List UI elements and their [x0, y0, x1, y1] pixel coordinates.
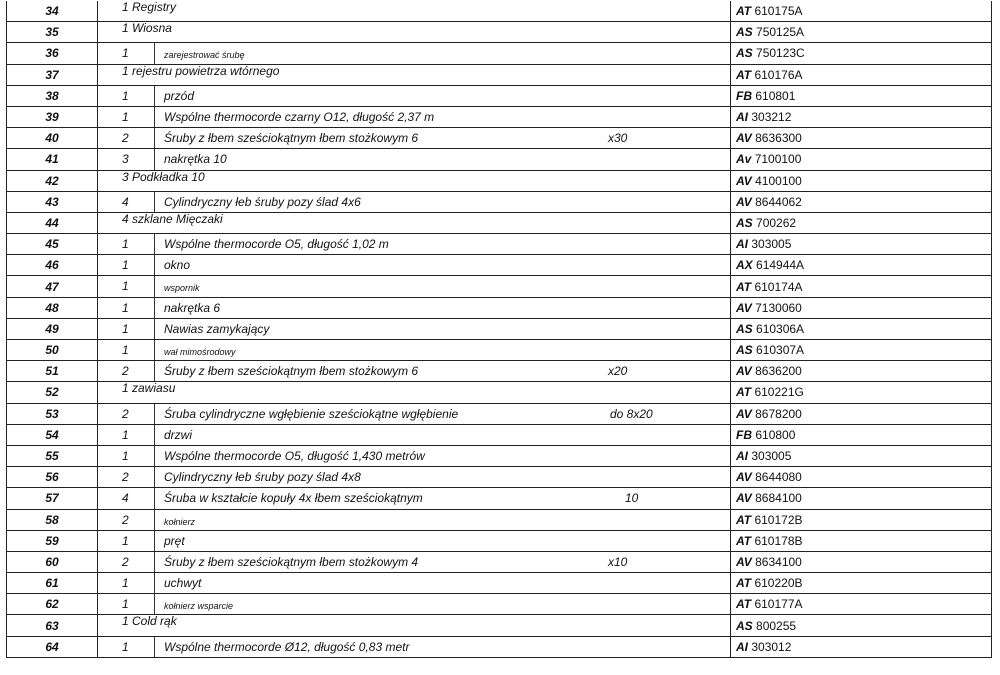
row-number: 51: [7, 361, 98, 382]
part-code-prefix: FB: [736, 88, 752, 103]
part-code-prefix: AT: [736, 512, 752, 527]
table-row: [7, 509, 992, 530]
part-code: [731, 297, 992, 318]
table-row: [7, 594, 992, 615]
row-number: 57: [7, 488, 98, 509]
group-label: 3 Podkładka 10: [122, 170, 205, 184]
part-code-prefix: FB: [736, 427, 752, 442]
part-code-number: 610177A: [754, 597, 803, 612]
table-row: [7, 149, 992, 170]
group-label: 1 Cold rąk: [122, 614, 177, 629]
part-code-number: 8634100: [755, 554, 802, 569]
part-description: wspornik: [164, 283, 200, 294]
quantity: 1: [122, 237, 129, 252]
part-code: [731, 615, 992, 636]
group-label: 1 zawiasu: [122, 381, 176, 396]
part-code-prefix: AV: [736, 470, 752, 485]
row-number: 34: [7, 1, 98, 22]
part-code-number: 614944A: [756, 258, 805, 273]
part-code-number: 8636200: [755, 364, 802, 379]
part-description: kołnierz wsparcie: [164, 601, 234, 612]
quantity: 2: [122, 512, 129, 527]
part-description: Śruby z łbem sześciokątnym łbem stożkowym 6: [164, 364, 419, 379]
part-dimension: x20: [608, 364, 628, 379]
table-row: [7, 255, 992, 276]
part-code: [731, 573, 992, 594]
table-row: [7, 340, 992, 361]
parts-table: [6, 1, 992, 658]
row-number: 37: [7, 64, 98, 85]
quantity: 2: [122, 131, 129, 146]
part-code-prefix: AS: [736, 343, 753, 358]
table-row: [7, 22, 992, 43]
part-code: [731, 128, 992, 149]
column-divider: [154, 531, 155, 552]
table-row: [7, 318, 992, 339]
part-description: nakrętka 6: [164, 300, 221, 315]
table-row: [7, 85, 992, 106]
column-divider: [154, 255, 155, 276]
quantity: 1: [122, 300, 129, 315]
part-code-prefix: AS: [736, 46, 753, 61]
part-code-prefix: AV: [736, 364, 752, 379]
quantity: 1: [122, 279, 129, 294]
part-description: Wspólne thermocorde O5, długość 1,02 m: [164, 237, 389, 252]
part-code: [731, 445, 992, 466]
description-cell: [98, 149, 731, 170]
description-cell: [98, 255, 731, 276]
part-description: drzwi: [164, 427, 193, 442]
part-code: [731, 509, 992, 530]
part-code: [731, 361, 992, 382]
part-code-prefix: AS: [736, 215, 753, 230]
quantity: 1: [122, 533, 129, 548]
group-label: 4 szklane Mięczaki: [122, 212, 223, 226]
part-code: [731, 85, 992, 106]
part-code-number: 303005: [751, 449, 792, 464]
part-description: Wspólne thermocorde Ø12, długość 0,83 metr: [164, 639, 410, 654]
table-row: [7, 297, 992, 318]
part-code: [731, 551, 992, 572]
part-code-number: 610800: [755, 427, 796, 442]
description-cell: [98, 170, 731, 191]
description-cell: [98, 361, 731, 382]
part-code: [731, 488, 992, 509]
part-code-number: 610175A: [754, 4, 803, 19]
part-code-number: 610176A: [754, 67, 803, 82]
part-code-prefix: AI: [736, 449, 748, 464]
part-code: [731, 276, 992, 297]
part-description: pręt: [164, 533, 185, 548]
part-code-prefix: AT: [736, 533, 752, 548]
column-divider: [154, 573, 155, 594]
table-row: [7, 361, 992, 382]
row-number: 52: [7, 382, 98, 403]
quantity: 1: [122, 639, 129, 654]
column-divider: [154, 488, 155, 509]
table-row: [7, 1, 992, 22]
part-description: nakrętka 10: [164, 152, 227, 167]
row-number: 36: [7, 43, 98, 64]
description-cell: [98, 636, 731, 657]
row-number: 63: [7, 615, 98, 636]
part-code-prefix: AV: [736, 131, 752, 146]
part-code-prefix: AV: [736, 406, 752, 421]
column-divider: [154, 234, 155, 255]
quantity: 1: [122, 258, 129, 273]
part-code-prefix: AT: [736, 385, 752, 400]
part-code: [731, 191, 992, 212]
table-row: [7, 424, 992, 445]
part-code-number: 8644080: [755, 470, 802, 485]
row-number: 44: [7, 212, 98, 233]
column-divider: [154, 340, 155, 361]
quantity: 1: [122, 576, 129, 591]
part-code-number: 610172B: [754, 512, 803, 527]
part-code-number: 7100100: [754, 152, 802, 167]
description-cell: [98, 551, 731, 572]
quantity: 3: [122, 152, 129, 167]
part-code: [731, 424, 992, 445]
part-code-prefix: AV: [736, 173, 752, 188]
part-code-number: 700262: [756, 215, 797, 230]
part-code: [731, 530, 992, 551]
row-number: 64: [7, 636, 98, 657]
part-code: [731, 43, 992, 64]
part-code-prefix: AV: [736, 491, 752, 506]
column-divider: [154, 149, 155, 170]
description-cell: [98, 212, 731, 233]
part-code-prefix: AT: [736, 279, 752, 294]
part-dimension: do 8x20: [610, 406, 653, 421]
part-description: przód: [164, 88, 195, 103]
part-code: [731, 64, 992, 85]
row-number: 53: [7, 403, 98, 424]
row-number: 38: [7, 85, 98, 106]
part-dimension: x30: [608, 131, 628, 146]
quantity: 2: [122, 554, 129, 569]
row-number: 56: [7, 467, 98, 488]
part-description: Śruba w kształcie kopuły 4x łbem sześciokątnym: [164, 491, 423, 506]
part-code-prefix: AV: [736, 300, 752, 315]
quantity: 1: [122, 321, 129, 336]
description-cell: [98, 22, 731, 43]
part-code: [731, 382, 992, 403]
description-cell: [98, 43, 731, 64]
part-code: [731, 467, 992, 488]
part-code-prefix: AT: [736, 576, 752, 591]
description-cell: [98, 467, 731, 488]
row-number: 41: [7, 149, 98, 170]
table-row: [7, 530, 992, 551]
parts-table-body: [7, 1, 992, 657]
description-cell: [98, 382, 731, 403]
description-cell: [98, 1, 731, 22]
part-code: [731, 234, 992, 255]
table-row: [7, 615, 992, 636]
quantity: 1: [122, 88, 129, 103]
part-code-prefix: AS: [736, 618, 753, 633]
quantity: 1: [122, 46, 129, 61]
part-code-number: 8636300: [755, 131, 802, 146]
row-number: 43: [7, 191, 98, 212]
column-divider: [154, 86, 155, 107]
part-description: Śruby z łbem sześciokątnym łbem stożkowym 6: [164, 131, 419, 146]
table-row: [7, 191, 992, 212]
row-number: 46: [7, 255, 98, 276]
part-code-prefix: AT: [736, 597, 752, 612]
row-number: 59: [7, 530, 98, 551]
quantity: 1: [122, 109, 129, 124]
quantity: 4: [122, 194, 129, 209]
quantity: 1: [122, 427, 129, 442]
description-cell: [98, 573, 731, 594]
part-code-number: 610307A: [756, 343, 805, 358]
row-number: 58: [7, 509, 98, 530]
description-cell: [98, 445, 731, 466]
part-description: Śruby z łbem sześciokątnym łbem stożkowym 4: [164, 554, 419, 569]
part-code-number: 7130060: [755, 300, 802, 315]
table-row: [7, 573, 992, 594]
row-number: 61: [7, 573, 98, 594]
table-row: [7, 488, 992, 509]
part-code-prefix: AT: [736, 4, 752, 19]
table-row: [7, 64, 992, 85]
part-description: kołnierz: [164, 516, 196, 527]
part-code-prefix: AV: [736, 194, 752, 209]
part-description: zarejestrować śrubę: [164, 50, 245, 61]
part-code-prefix: AS: [736, 25, 753, 40]
row-number: 55: [7, 445, 98, 466]
part-code-prefix: AV: [736, 554, 752, 569]
description-cell: [98, 297, 731, 318]
part-code-number: 303212: [751, 110, 792, 125]
row-number: 42: [7, 170, 98, 191]
row-number: 60: [7, 551, 98, 572]
description-cell: [98, 106, 731, 127]
part-description: Cylindryczny łeb śruby pozy ślad 4x6: [164, 194, 361, 209]
part-code: [731, 106, 992, 127]
row-number: 49: [7, 318, 98, 339]
column-divider: [154, 43, 155, 64]
table-row: [7, 551, 992, 572]
part-code-number: 610220B: [754, 576, 803, 591]
part-description: Nawias zamykający: [164, 321, 270, 336]
table-row: [7, 212, 992, 233]
row-number: 48: [7, 297, 98, 318]
column-divider: [154, 467, 155, 488]
column-divider: [154, 404, 155, 425]
description-cell: [98, 403, 731, 424]
description-cell: [98, 234, 731, 255]
part-code-prefix: AS: [736, 321, 753, 336]
part-description: Śruba cylindryczne wgłębienie sześciokątne wgłębienie: [164, 406, 459, 421]
part-code-number: 610306A: [756, 321, 805, 336]
description-cell: [98, 509, 731, 530]
column-divider: [154, 510, 155, 531]
table-row: [7, 276, 992, 297]
part-code-number: 303012: [751, 639, 792, 654]
column-divider: [154, 446, 155, 467]
quantity: 2: [122, 364, 129, 379]
part-code: [731, 149, 992, 170]
column-divider: [154, 192, 155, 213]
description-cell: [98, 340, 731, 361]
part-code-prefix: AI: [736, 237, 748, 252]
part-code: [731, 594, 992, 615]
row-number: 62: [7, 594, 98, 615]
group-label: 1 Wiosna: [122, 21, 172, 36]
part-code: [731, 636, 992, 657]
quantity: 2: [122, 470, 129, 485]
description-cell: [98, 594, 731, 615]
quantity: 4: [122, 491, 129, 506]
part-code: [731, 255, 992, 276]
part-code-number: 610801: [755, 88, 796, 103]
part-code-number: 750123C: [756, 46, 805, 61]
part-code-number: 8684100: [755, 491, 802, 506]
description-cell: [98, 530, 731, 551]
description-cell: [98, 64, 731, 85]
table-row: [7, 43, 992, 64]
column-divider: [154, 319, 155, 340]
part-code: [731, 340, 992, 361]
description-cell: [98, 85, 731, 106]
column-divider: [154, 637, 155, 658]
part-code-prefix: AT: [736, 67, 752, 82]
table-row: [7, 636, 992, 657]
row-number: 54: [7, 424, 98, 445]
part-description: wał mimośrodowy: [164, 347, 236, 357]
part-code-number: 8678200: [755, 406, 802, 421]
table-row: [7, 403, 992, 424]
part-code-number: 4100100: [755, 173, 802, 188]
part-description: okno: [164, 258, 191, 273]
part-code: [731, 22, 992, 43]
part-code-number: 800255: [756, 618, 797, 633]
part-code: [731, 212, 992, 233]
part-code-prefix: Av: [736, 152, 752, 167]
column-divider: [154, 128, 155, 149]
group-label: 1 rejestru powietrza wtórnego: [122, 64, 280, 78]
part-code-prefix: AX: [736, 258, 753, 273]
part-code: [731, 1, 992, 22]
part-code: [731, 170, 992, 191]
part-code-prefix: AI: [736, 110, 748, 125]
quantity: 1: [122, 597, 129, 612]
column-divider: [154, 425, 155, 446]
part-description: Wspólne thermocorde O5, długość 1,430 metrów: [164, 448, 425, 463]
row-number: 39: [7, 106, 98, 127]
part-code: [731, 403, 992, 424]
quantity: 2: [122, 406, 129, 421]
table-row: [7, 382, 992, 403]
row-number: 47: [7, 276, 98, 297]
part-code: [731, 318, 992, 339]
row-number: 40: [7, 128, 98, 149]
column-divider: [154, 107, 155, 128]
part-code-number: 610221G: [754, 385, 804, 400]
table-row: [7, 106, 992, 127]
column-divider: [154, 594, 155, 615]
part-dimension: 10: [625, 491, 639, 506]
description-cell: [98, 276, 731, 297]
column-divider: [154, 361, 155, 382]
description-cell: [98, 191, 731, 212]
column-divider: [154, 552, 155, 573]
row-number: 50: [7, 340, 98, 361]
part-description: Cylindryczny łeb śruby pozy ślad 4x8: [164, 470, 361, 485]
table-row: [7, 467, 992, 488]
group-label: 1 Registry: [122, 1, 177, 14]
part-dimension: x10: [608, 554, 628, 569]
description-cell: [98, 128, 731, 149]
column-divider: [154, 276, 155, 297]
description-cell: [98, 424, 731, 445]
part-code-number: 610178B: [754, 533, 803, 548]
table-row: [7, 234, 992, 255]
description-cell: [98, 318, 731, 339]
quantity: 1: [122, 343, 129, 357]
part-code-number: 303005: [751, 237, 792, 252]
column-divider: [154, 298, 155, 319]
part-code-prefix: AI: [736, 639, 748, 654]
part-description: uchwyt: [164, 576, 202, 591]
table-row: [7, 445, 992, 466]
part-description: Wspólne thermocorde czarny O12, długość 2,37 m: [164, 109, 435, 124]
part-code-number: 750125A: [756, 25, 805, 40]
row-number: 45: [7, 234, 98, 255]
part-code-number: 8644062: [755, 194, 802, 209]
row-number: 35: [7, 22, 98, 43]
quantity: 1: [122, 448, 129, 463]
part-code-number: 610174A: [754, 279, 803, 294]
description-cell: [98, 488, 731, 509]
description-cell: [98, 615, 731, 636]
table-row: [7, 170, 992, 191]
table-row: [7, 128, 992, 149]
